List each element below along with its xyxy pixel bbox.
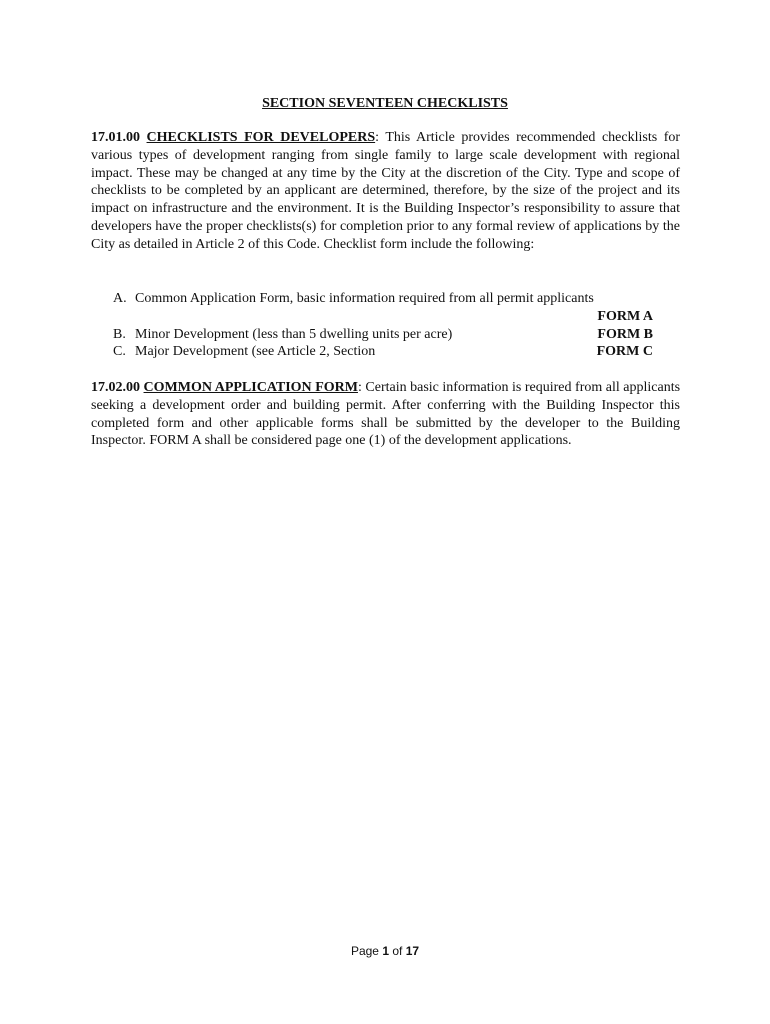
section-separator: : — [357, 380, 366, 395]
list-item — [113, 290, 653, 308]
form-label: FORM A — [597, 308, 653, 324]
section-17-02-paragraph — [91, 379, 680, 450]
list-item — [113, 326, 653, 344]
page-word: Page — [350, 944, 379, 958]
section-number: 17.02.00 — [91, 380, 140, 395]
section-body: Certain basic information is required from all applicants seeking a development order and building permit. After conferring with the Building Inspector this completed form and other applicable forms shall be submitted by the developer to the Building Inspector. FORM A shall be considered page one (1) of the development applications. — [91, 380, 681, 449]
page-footer — [0, 943, 770, 959]
section-separator: : — [375, 130, 386, 145]
form-label: FORM C — [596, 344, 653, 360]
section-number: 17.01.00 — [91, 130, 140, 145]
list-item-text: Common Application Form, basic information required from all permit applicants — [135, 291, 594, 306]
list-item-text: Major Development (see Article 2, Section — [135, 344, 376, 360]
list-item — [113, 343, 653, 361]
section-body: This Article provides recommended checklists for various types of development ranging from single family to large scale development with regional impact. These may be changed at any time by the City at the discretion of the City. Type and scope of checklists to be completed by an applicant are determined, therefore, by the size of the project and its impact on infrastructure and the environment. It is the Building Inspector’s responsibility to assure that developers have the proper checklists(s) for completion prior to any formal review of applications by the City as detailed in Article 2 of this Code. Checklist form include the following: — [91, 130, 681, 252]
total-pages-number: 17 — [405, 944, 420, 958]
list-item-form-row — [113, 308, 653, 326]
current-page-number: 1 — [382, 944, 389, 958]
checklist-list — [113, 290, 653, 361]
list-marker: C. — [113, 344, 126, 360]
of-word: of — [392, 944, 403, 958]
list-marker: A. — [113, 291, 127, 306]
section-heading: COMMON APPLICATION FORM — [143, 380, 358, 395]
section-heading: CHECKLISTS FOR DEVELOPERS — [146, 130, 376, 145]
section-17-01-paragraph — [91, 129, 680, 254]
list-item-text: Minor Development (less than 5 dwelling units per acre) — [135, 326, 453, 342]
page-title: SECTION SEVENTEEN CHECKLISTS — [262, 96, 508, 111]
list-marker: B. — [113, 326, 126, 342]
form-label: FORM B — [597, 326, 653, 342]
